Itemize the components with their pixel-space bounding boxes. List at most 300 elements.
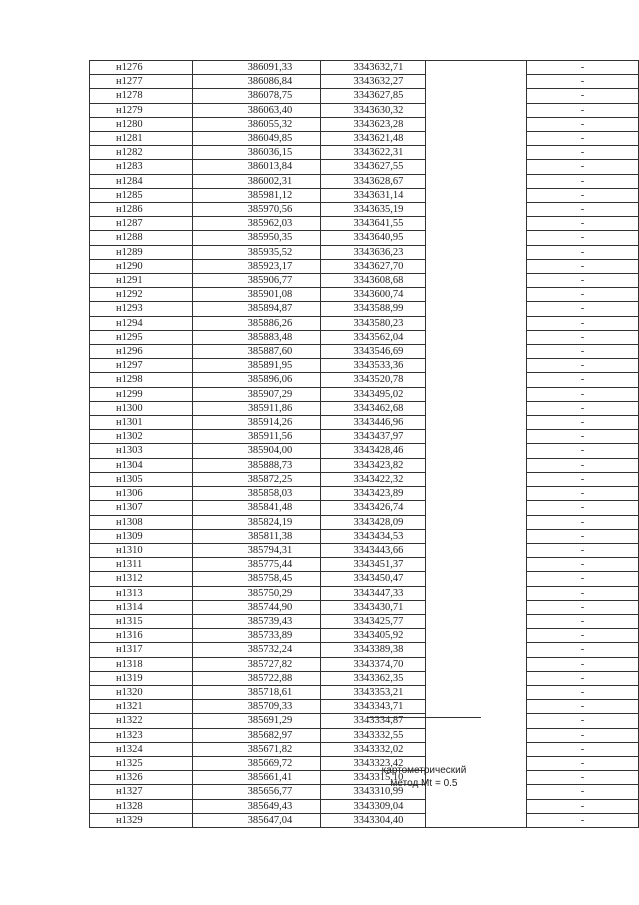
- y-coordinate-cell: 3343451,37: [321, 558, 426, 572]
- y-coordinate-cell: 3343389,38: [321, 643, 426, 657]
- dash-cell: -: [527, 813, 639, 827]
- point-cell: н1318: [90, 657, 193, 671]
- x-coordinate-cell: 385891,95: [192, 359, 320, 373]
- x-coordinate-cell: 385661,41: [192, 771, 320, 785]
- dash-cell: -: [527, 600, 639, 614]
- dash-cell: -: [527, 75, 639, 89]
- x-coordinate-cell: 386013,84: [192, 160, 320, 174]
- dash-cell: -: [527, 359, 639, 373]
- table-row: [90, 487, 639, 501]
- x-coordinate-cell: 385923,17: [192, 259, 320, 273]
- x-coordinate-cell: 385775,44: [192, 558, 320, 572]
- point-cell: н1280: [90, 117, 193, 131]
- method-cell: [426, 160, 527, 174]
- dash-cell: -: [527, 160, 639, 174]
- method-cell: [426, 458, 527, 472]
- dash-cell: -: [527, 643, 639, 657]
- x-coordinate-cell: 385896,06: [192, 373, 320, 387]
- y-coordinate-cell: 3343428,46: [321, 444, 426, 458]
- x-coordinate-cell: 385691,29: [192, 714, 320, 728]
- dash-cell: -: [527, 756, 639, 770]
- table-row: [90, 643, 639, 657]
- method-cell: [426, 629, 527, 643]
- method-cell: [426, 799, 527, 813]
- y-coordinate-cell: 3343423,82: [321, 458, 426, 472]
- point-cell: н1317: [90, 643, 193, 657]
- x-coordinate-cell: 386036,15: [192, 146, 320, 160]
- table-row: [90, 501, 639, 515]
- point-cell: н1316: [90, 629, 193, 643]
- y-coordinate-cell: 3343588,99: [321, 302, 426, 316]
- x-coordinate-cell: 385981,12: [192, 188, 320, 202]
- x-coordinate-cell: 385888,73: [192, 458, 320, 472]
- point-cell: н1291: [90, 274, 193, 288]
- method-cell: [426, 117, 527, 131]
- table-row: [90, 671, 639, 685]
- y-coordinate-cell: 3343428,09: [321, 515, 426, 529]
- dash-cell: -: [527, 742, 639, 756]
- y-coordinate-cell: 3343635,19: [321, 203, 426, 217]
- dash-cell: -: [527, 714, 639, 728]
- method-cell: [426, 61, 527, 75]
- y-coordinate-cell: 3343423,89: [321, 487, 426, 501]
- dash-cell: -: [527, 117, 639, 131]
- y-coordinate-cell: 3343636,23: [321, 245, 426, 259]
- table-row: [90, 89, 639, 103]
- dash-cell: -: [527, 515, 639, 529]
- point-cell: н1302: [90, 430, 193, 444]
- x-coordinate-cell: 385906,77: [192, 274, 320, 288]
- point-cell: н1311: [90, 558, 193, 572]
- x-coordinate-cell: 385911,86: [192, 401, 320, 415]
- y-coordinate-cell: 3343405,92: [321, 629, 426, 643]
- dash-cell: -: [527, 174, 639, 188]
- x-coordinate-cell: 386055,32: [192, 117, 320, 131]
- point-cell: н1329: [90, 813, 193, 827]
- method-cell: [426, 572, 527, 586]
- table-row: [90, 373, 639, 387]
- x-coordinate-cell: 385744,90: [192, 600, 320, 614]
- y-coordinate-cell: 3343495,02: [321, 387, 426, 401]
- method-cell: [426, 245, 527, 259]
- table-row: [90, 231, 639, 245]
- method-cell: [426, 146, 527, 160]
- table-row: [90, 813, 639, 827]
- x-coordinate-cell: 385883,48: [192, 330, 320, 344]
- point-cell: н1308: [90, 515, 193, 529]
- point-cell: н1304: [90, 458, 193, 472]
- y-coordinate-cell: 3343627,55: [321, 160, 426, 174]
- table-row: [90, 359, 639, 373]
- method-cell: [426, 430, 527, 444]
- dash-cell: -: [527, 771, 639, 785]
- x-coordinate-cell: 385911,56: [192, 430, 320, 444]
- table-row: [90, 728, 639, 742]
- method-cell: [426, 700, 527, 714]
- point-cell: н1281: [90, 132, 193, 146]
- point-cell: н1297: [90, 359, 193, 373]
- x-coordinate-cell: 385824,19: [192, 515, 320, 529]
- method-cell: [426, 359, 527, 373]
- point-cell: н1327: [90, 785, 193, 799]
- method-cell: [426, 558, 527, 572]
- point-cell: н1278: [90, 89, 193, 103]
- dash-cell: -: [527, 89, 639, 103]
- point-cell: н1306: [90, 487, 193, 501]
- table-row: [90, 572, 639, 586]
- point-cell: н1300: [90, 401, 193, 415]
- method-line-1: картометрический: [381, 765, 467, 776]
- x-coordinate-cell: 385894,87: [192, 302, 320, 316]
- y-coordinate-cell: 3343628,67: [321, 174, 426, 188]
- table-row: [90, 416, 639, 430]
- table-row: [90, 316, 639, 330]
- method-cell: [426, 373, 527, 387]
- y-coordinate-cell: 3343608,68: [321, 274, 426, 288]
- dash-cell: -: [527, 387, 639, 401]
- dash-cell: -: [527, 373, 639, 387]
- x-coordinate-cell: 385962,03: [192, 217, 320, 231]
- dash-cell: -: [527, 274, 639, 288]
- table-row: [90, 700, 639, 714]
- method-cell: [426, 387, 527, 401]
- y-coordinate-cell: 3343641,55: [321, 217, 426, 231]
- point-cell: н1277: [90, 75, 193, 89]
- x-coordinate-cell: 385901,08: [192, 288, 320, 302]
- y-coordinate-cell: 3343520,78: [321, 373, 426, 387]
- point-cell: н1290: [90, 259, 193, 273]
- table-row: [90, 132, 639, 146]
- method-cell: [426, 401, 527, 415]
- point-cell: н1309: [90, 529, 193, 543]
- table-row: [90, 430, 639, 444]
- point-cell: н1315: [90, 614, 193, 628]
- table-row: [90, 543, 639, 557]
- method-cell: [426, 75, 527, 89]
- table-row: [90, 103, 639, 117]
- point-cell: н1303: [90, 444, 193, 458]
- dash-cell: -: [527, 231, 639, 245]
- dash-cell: -: [527, 217, 639, 231]
- point-cell: н1313: [90, 586, 193, 600]
- x-coordinate-cell: 385649,43: [192, 799, 320, 813]
- x-coordinate-cell: 386063,40: [192, 103, 320, 117]
- dash-cell: -: [527, 671, 639, 685]
- method-cell: [426, 714, 527, 728]
- y-coordinate-cell: 3343621,48: [321, 132, 426, 146]
- x-coordinate-cell: 385733,89: [192, 629, 320, 643]
- table-row: [90, 785, 639, 799]
- point-cell: н1287: [90, 217, 193, 231]
- dash-cell: -: [527, 430, 639, 444]
- x-coordinate-cell: 385732,24: [192, 643, 320, 657]
- x-coordinate-cell: 385887,60: [192, 345, 320, 359]
- point-cell: н1285: [90, 188, 193, 202]
- y-coordinate-cell: 3343627,85: [321, 89, 426, 103]
- table-row: [90, 458, 639, 472]
- table-row: [90, 558, 639, 572]
- y-coordinate-cell: 3343446,96: [321, 416, 426, 430]
- table-row: [90, 146, 639, 160]
- point-cell: н1295: [90, 330, 193, 344]
- table-row: [90, 75, 639, 89]
- point-cell: н1305: [90, 472, 193, 486]
- method-cell: [426, 472, 527, 486]
- x-coordinate-cell: 386091,33: [192, 61, 320, 75]
- y-coordinate-cell: 3343623,28: [321, 117, 426, 131]
- y-coordinate-cell: 3343304,40: [321, 813, 426, 827]
- dash-cell: -: [527, 728, 639, 742]
- method-cell: [426, 600, 527, 614]
- method-cell: [426, 529, 527, 543]
- y-coordinate-cell: 3343310,99: [321, 785, 426, 799]
- x-coordinate-cell: 385727,82: [192, 657, 320, 671]
- x-coordinate-cell: 385970,56: [192, 203, 320, 217]
- method-separator: [367, 717, 481, 718]
- x-coordinate-cell: 385669,72: [192, 756, 320, 770]
- x-coordinate-cell: 385886,26: [192, 316, 320, 330]
- table-row: [90, 771, 639, 785]
- y-coordinate-cell: 3343622,31: [321, 146, 426, 160]
- dash-cell: -: [527, 458, 639, 472]
- point-cell: н1320: [90, 685, 193, 699]
- x-coordinate-cell: 385907,29: [192, 387, 320, 401]
- method-cell: [426, 217, 527, 231]
- x-coordinate-cell: 385758,45: [192, 572, 320, 586]
- point-cell: н1322: [90, 714, 193, 728]
- method-cell: [426, 203, 527, 217]
- dash-cell: -: [527, 799, 639, 813]
- y-coordinate-cell: 3343425,77: [321, 614, 426, 628]
- dash-cell: -: [527, 132, 639, 146]
- dash-cell: -: [527, 146, 639, 160]
- method-cell: [426, 316, 527, 330]
- table-row: [90, 302, 639, 316]
- dash-cell: -: [527, 316, 639, 330]
- method-cell: [426, 614, 527, 628]
- method-cell: [426, 501, 527, 515]
- point-cell: н1282: [90, 146, 193, 160]
- method-cell: [426, 444, 527, 458]
- method-cell: [426, 657, 527, 671]
- table-row: [90, 515, 639, 529]
- table-row: [90, 685, 639, 699]
- y-coordinate-cell: 3343362,35: [321, 671, 426, 685]
- table-row: [90, 61, 639, 75]
- point-cell: н1307: [90, 501, 193, 515]
- point-cell: н1298: [90, 373, 193, 387]
- method-cell: [426, 416, 527, 430]
- dash-cell: -: [527, 785, 639, 799]
- table-row: [90, 117, 639, 131]
- dash-cell: -: [527, 700, 639, 714]
- dash-cell: -: [527, 558, 639, 572]
- x-coordinate-cell: 385950,35: [192, 231, 320, 245]
- coordinates-table: [89, 60, 639, 828]
- dash-cell: -: [527, 302, 639, 316]
- y-coordinate-cell: 3343600,74: [321, 288, 426, 302]
- dash-cell: -: [527, 345, 639, 359]
- method-cell: [426, 345, 527, 359]
- dash-cell: -: [527, 259, 639, 273]
- point-cell: н1301: [90, 416, 193, 430]
- x-coordinate-cell: 385858,03: [192, 487, 320, 501]
- point-cell: н1286: [90, 203, 193, 217]
- x-coordinate-cell: 385718,61: [192, 685, 320, 699]
- method-cell: [426, 330, 527, 344]
- method-cell: [426, 643, 527, 657]
- x-coordinate-cell: 385671,82: [192, 742, 320, 756]
- method-note: [367, 764, 481, 790]
- y-coordinate-cell: 3343447,33: [321, 586, 426, 600]
- dash-cell: -: [527, 614, 639, 628]
- point-cell: н1283: [90, 160, 193, 174]
- y-coordinate-cell: 3343627,70: [321, 259, 426, 273]
- y-coordinate-cell: 3343430,71: [321, 600, 426, 614]
- point-cell: н1326: [90, 771, 193, 785]
- point-cell: н1293: [90, 302, 193, 316]
- x-coordinate-cell: 385709,33: [192, 700, 320, 714]
- x-coordinate-cell: 385750,29: [192, 586, 320, 600]
- y-coordinate-cell: 3343546,69: [321, 345, 426, 359]
- method-cell: [426, 728, 527, 742]
- dash-cell: -: [527, 245, 639, 259]
- dash-cell: -: [527, 416, 639, 430]
- method-cell: [426, 132, 527, 146]
- table-row: [90, 529, 639, 543]
- x-coordinate-cell: 385682,97: [192, 728, 320, 742]
- point-cell: н1296: [90, 345, 193, 359]
- table-row: [90, 472, 639, 486]
- table-row: [90, 401, 639, 415]
- dash-cell: -: [527, 330, 639, 344]
- y-coordinate-cell: 3343343,71: [321, 700, 426, 714]
- y-coordinate-cell: 3343562,04: [321, 330, 426, 344]
- method-cell: [426, 742, 527, 756]
- y-coordinate-cell: 3343533,36: [321, 359, 426, 373]
- y-coordinate-cell: 3343630,32: [321, 103, 426, 117]
- table-row: [90, 160, 639, 174]
- dash-cell: -: [527, 103, 639, 117]
- dash-cell: -: [527, 543, 639, 557]
- table-row: [90, 259, 639, 273]
- y-coordinate-cell: 3343309,04: [321, 799, 426, 813]
- y-coordinate-cell: 3343315,10: [321, 771, 426, 785]
- method-cell: [426, 302, 527, 316]
- table-row: [90, 444, 639, 458]
- method-cell: [426, 188, 527, 202]
- y-coordinate-cell: 3343426,74: [321, 501, 426, 515]
- y-coordinate-cell: 3343334,87: [321, 714, 426, 728]
- dash-cell: -: [527, 685, 639, 699]
- y-coordinate-cell: 3343640,95: [321, 231, 426, 245]
- method-cell: [426, 174, 527, 188]
- y-coordinate-cell: 3343443,66: [321, 543, 426, 557]
- table-row: [90, 288, 639, 302]
- method-cell: [426, 586, 527, 600]
- method-cell: [426, 515, 527, 529]
- point-cell: н1289: [90, 245, 193, 259]
- method-cell: [426, 288, 527, 302]
- x-coordinate-cell: 386078,75: [192, 89, 320, 103]
- y-coordinate-cell: 3343422,32: [321, 472, 426, 486]
- point-cell: н1325: [90, 756, 193, 770]
- point-cell: н1328: [90, 799, 193, 813]
- dash-cell: -: [527, 657, 639, 671]
- method-cell: [426, 543, 527, 557]
- method-cell: [426, 274, 527, 288]
- x-coordinate-cell: 385739,43: [192, 614, 320, 628]
- method-cell: [426, 671, 527, 685]
- table-row: [90, 586, 639, 600]
- table-row: [90, 614, 639, 628]
- point-cell: н1288: [90, 231, 193, 245]
- table-row: [90, 756, 639, 770]
- y-coordinate-cell: 3343580,23: [321, 316, 426, 330]
- method-cell: [426, 231, 527, 245]
- table-row: [90, 174, 639, 188]
- point-cell: н1319: [90, 671, 193, 685]
- table-row: [90, 714, 639, 728]
- method-cell: [426, 259, 527, 273]
- table-row: [90, 345, 639, 359]
- x-coordinate-cell: 385872,25: [192, 472, 320, 486]
- dash-cell: -: [527, 203, 639, 217]
- dash-cell: -: [527, 188, 639, 202]
- x-coordinate-cell: 385914,26: [192, 416, 320, 430]
- table-row: [90, 203, 639, 217]
- coordinates-table-body: [90, 61, 639, 828]
- point-cell: н1276: [90, 61, 193, 75]
- y-coordinate-cell: 3343332,55: [321, 728, 426, 742]
- dash-cell: -: [527, 572, 639, 586]
- x-coordinate-cell: 385811,38: [192, 529, 320, 543]
- dash-cell: -: [527, 629, 639, 643]
- method-cell: [426, 487, 527, 501]
- x-coordinate-cell: 385841,48: [192, 501, 320, 515]
- table-row: [90, 245, 639, 259]
- y-coordinate-cell: 3343437,97: [321, 430, 426, 444]
- y-coordinate-cell: 3343450,47: [321, 572, 426, 586]
- x-coordinate-cell: 385722,88: [192, 671, 320, 685]
- dash-cell: -: [527, 444, 639, 458]
- x-coordinate-cell: 385904,00: [192, 444, 320, 458]
- point-cell: н1294: [90, 316, 193, 330]
- x-coordinate-cell: 385794,31: [192, 543, 320, 557]
- dash-cell: -: [527, 472, 639, 486]
- y-coordinate-cell: 3343631,14: [321, 188, 426, 202]
- table-row: [90, 217, 639, 231]
- point-cell: н1323: [90, 728, 193, 742]
- table-row: [90, 188, 639, 202]
- y-coordinate-cell: 3343323,42: [321, 756, 426, 770]
- x-coordinate-cell: 386049,85: [192, 132, 320, 146]
- method-cell: [426, 685, 527, 699]
- point-cell: н1310: [90, 543, 193, 557]
- table-row: [90, 600, 639, 614]
- y-coordinate-cell: 3343462,68: [321, 401, 426, 415]
- method-cell: [426, 813, 527, 827]
- y-coordinate-cell: 3343353,21: [321, 685, 426, 699]
- point-cell: н1284: [90, 174, 193, 188]
- table-row: [90, 629, 639, 643]
- y-coordinate-cell: 3343332,02: [321, 742, 426, 756]
- point-cell: н1292: [90, 288, 193, 302]
- table-row: [90, 387, 639, 401]
- method-cell: [426, 89, 527, 103]
- dash-cell: -: [527, 288, 639, 302]
- point-cell: н1312: [90, 572, 193, 586]
